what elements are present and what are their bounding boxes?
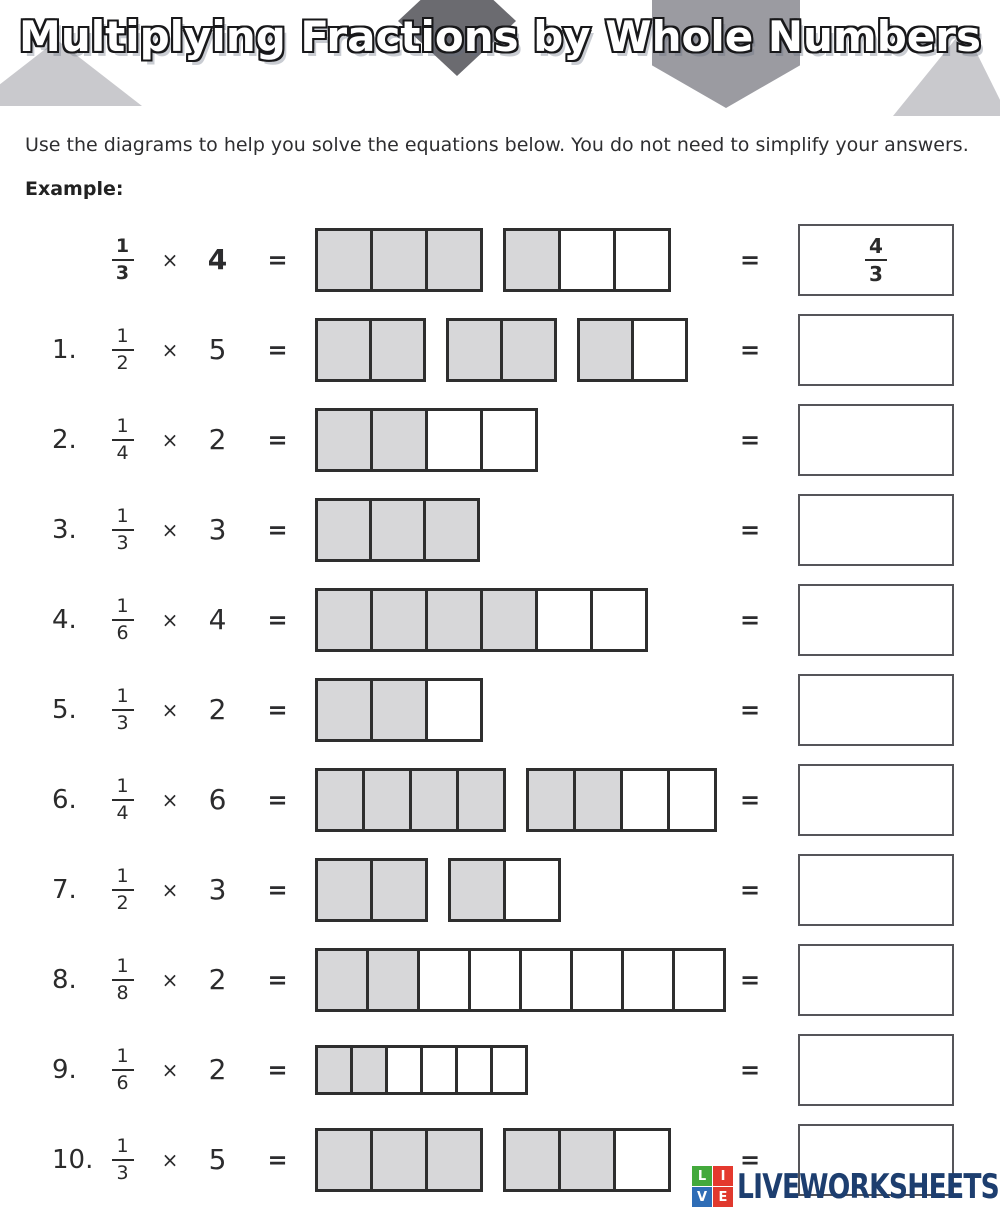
diagram-cell-empty	[593, 591, 645, 649]
equals-sign: =	[267, 875, 288, 904]
fraction-denominator: 6	[116, 621, 129, 644]
diagram-cell-empty	[616, 1131, 668, 1189]
problem-row-5	[0, 665, 1000, 755]
equals-sign: =	[267, 965, 288, 994]
fraction-bar	[112, 799, 134, 801]
fraction-bar-model	[315, 768, 506, 832]
fraction	[100, 774, 145, 824]
answer-box[interactable]	[798, 1034, 954, 1106]
fraction-bar-model	[503, 228, 671, 292]
fraction-bar-model	[315, 1045, 528, 1095]
diagram-cell-shaded	[318, 681, 373, 739]
example-row	[0, 215, 1000, 305]
diagram-cell-shaded	[576, 771, 623, 829]
diagram-cell-shaded	[373, 591, 428, 649]
times-sign: ×	[161, 247, 179, 272]
equals-sign: =	[739, 605, 761, 634]
diagram-cell-shaded	[483, 591, 538, 649]
fraction-bar-model	[315, 948, 726, 1012]
fraction-denominator: 2	[116, 351, 129, 374]
equals-sign: =	[267, 605, 288, 634]
diagram-cell-shaded	[373, 681, 428, 739]
problem-number: 5.	[52, 694, 77, 725]
answer-column	[770, 314, 1000, 386]
problem-number: 6.	[52, 784, 77, 815]
fraction-numerator: 1	[116, 864, 129, 887]
fraction	[100, 414, 145, 464]
fraction-diagram	[315, 408, 730, 472]
fraction-bar	[112, 1069, 134, 1071]
fraction	[100, 504, 145, 554]
diagram-cell-shaded	[318, 1131, 373, 1189]
answer-column	[770, 674, 1000, 746]
problem-number: 9.	[52, 1054, 77, 1085]
fraction-numerator: 1	[116, 1134, 129, 1157]
problem-row-3	[0, 485, 1000, 575]
fraction-denominator: 6	[116, 1071, 129, 1094]
diagram-cell-empty	[428, 681, 480, 739]
fraction	[100, 954, 145, 1004]
example-label: Example:	[25, 177, 124, 200]
answer-fraction	[865, 233, 887, 286]
worksheet-title: Multiplying Fractions by Whole Numbers	[19, 12, 981, 61]
diagram-cell-empty	[522, 951, 573, 1009]
problem-row-6	[0, 755, 1000, 845]
liveworksheets-logo[interactable]	[692, 1166, 1000, 1207]
fraction-bar-model	[315, 1128, 483, 1192]
diagram-cell-shaded	[372, 501, 426, 559]
diagram-cell-empty	[458, 1048, 493, 1092]
answer-box[interactable]	[798, 854, 954, 926]
fraction-denominator: 4	[116, 441, 129, 464]
equals-sign: =	[267, 245, 288, 274]
diagram-cell-shaded	[318, 321, 372, 379]
fraction-bar	[112, 529, 134, 531]
diagram-cell-shaded	[580, 321, 634, 379]
answer-fraction-numerator: 4	[869, 233, 883, 258]
diagram-cell-shaded	[318, 411, 373, 469]
diagram-cell-shaded	[529, 771, 576, 829]
fraction-bar-model	[315, 228, 483, 292]
equals-sign: =	[739, 965, 761, 994]
answer-fraction-denominator: 3	[869, 261, 883, 286]
diagram-cell-shaded	[318, 1048, 353, 1092]
times-sign: ×	[161, 517, 179, 542]
equals-sign: =	[739, 1055, 761, 1084]
answer-box[interactable]	[798, 494, 954, 566]
diagram-cell-shaded	[373, 1131, 428, 1189]
equals-sign: =	[267, 1055, 288, 1084]
diagram-cell-empty	[670, 771, 714, 829]
fraction-numerator: 1	[116, 414, 129, 437]
fraction-bar-model	[315, 678, 483, 742]
fraction-diagram	[315, 498, 730, 562]
multiplier: 2	[208, 693, 227, 727]
fraction-denominator: 2	[116, 891, 129, 914]
diagram-cell-shaded	[318, 771, 365, 829]
diagram-cell-empty	[423, 1048, 458, 1092]
fraction-bar-model	[315, 858, 428, 922]
diagram-cell-shaded	[428, 1131, 480, 1189]
equals-sign: =	[739, 335, 761, 364]
diagram-cell-empty	[616, 231, 668, 289]
equals-sign: =	[739, 1145, 761, 1174]
fraction-numerator: 1	[116, 684, 129, 707]
fraction-bar-model	[315, 408, 538, 472]
problem-row-8	[0, 935, 1000, 1025]
logo-square-v: V	[692, 1187, 712, 1207]
problem-number: 1.	[52, 334, 77, 365]
fraction-diagram	[315, 768, 730, 832]
answer-box[interactable]	[798, 944, 954, 1016]
title-banner	[0, 0, 1000, 118]
equals-sign: =	[267, 695, 288, 724]
fraction-bar	[112, 439, 134, 441]
answer-box[interactable]	[798, 314, 954, 386]
fraction-bar	[112, 709, 134, 711]
fraction-bar	[112, 1159, 134, 1161]
equals-sign: =	[739, 425, 761, 454]
diagram-cell-shaded	[372, 321, 423, 379]
fraction	[100, 1044, 145, 1094]
fraction-numerator: 1	[115, 234, 130, 257]
liveworksheets-logo-icon	[692, 1166, 733, 1207]
multiplier: 6	[208, 783, 227, 817]
fraction-bar	[112, 349, 134, 351]
diagram-cell-shaded	[373, 861, 425, 919]
diagram-cell-shaded	[428, 231, 480, 289]
diagram-cell-empty	[561, 231, 616, 289]
instructions-text: Use the diagrams to help you solve the equations below. You do not need to simplify your answers.	[25, 134, 969, 156]
diagram-cell-shaded	[449, 321, 503, 379]
answer-box[interactable]	[798, 764, 954, 836]
diagram-cell-shaded	[318, 501, 372, 559]
diagram-cell-empty	[483, 411, 535, 469]
diagram-cell-shaded	[318, 861, 373, 919]
diagram-cell-empty	[623, 771, 670, 829]
multiplier: 4	[207, 243, 228, 277]
times-sign: ×	[161, 697, 179, 722]
answer-column	[770, 494, 1000, 566]
fraction-bar-model	[315, 588, 648, 652]
fraction-denominator: 4	[116, 801, 129, 824]
fraction-diagram	[315, 678, 730, 742]
diagram-cell-empty	[493, 1048, 525, 1092]
fraction-diagram	[315, 1045, 730, 1095]
fraction	[100, 684, 145, 734]
equals-sign: =	[267, 515, 288, 544]
times-sign: ×	[161, 427, 179, 452]
fraction-bar	[112, 889, 134, 891]
multiplier: 2	[208, 963, 227, 997]
fraction-numerator: 1	[116, 594, 129, 617]
multiplier: 2	[208, 423, 227, 457]
fraction-diagram	[315, 588, 730, 652]
times-sign: ×	[161, 877, 179, 902]
diagram-cell-empty	[471, 951, 522, 1009]
diagram-cell-shaded	[353, 1048, 388, 1092]
answer-column	[770, 1034, 1000, 1106]
multiplier: 5	[208, 1143, 227, 1177]
fraction-numerator: 1	[116, 1044, 129, 1067]
diagram-cell-empty	[428, 411, 483, 469]
fraction-numerator: 1	[116, 504, 129, 527]
answer-box[interactable]	[798, 224, 954, 296]
multiplier: 5	[208, 333, 227, 367]
problem-row-9	[0, 1025, 1000, 1115]
diagram-cell-shaded	[412, 771, 459, 829]
fraction-numerator: 1	[116, 774, 129, 797]
fraction-bar-model	[503, 1128, 671, 1192]
diagram-cell-shaded	[373, 411, 428, 469]
fraction-diagram	[315, 948, 730, 1012]
equals-sign: =	[739, 785, 761, 814]
fraction	[100, 1134, 145, 1184]
diagram-cell-shaded	[426, 501, 477, 559]
answer-column	[770, 854, 1000, 926]
diagram-cell-empty	[624, 951, 675, 1009]
diagram-cell-shaded	[318, 951, 369, 1009]
problem-number: 10.	[52, 1144, 94, 1175]
times-sign: ×	[161, 787, 179, 812]
fraction	[100, 594, 145, 644]
answer-box[interactable]	[798, 584, 954, 656]
times-sign: ×	[161, 337, 179, 362]
answer-column	[770, 944, 1000, 1016]
diagram-cell-shaded	[428, 591, 483, 649]
answer-column	[770, 764, 1000, 836]
answer-box[interactable]	[798, 404, 954, 476]
fraction-denominator: 3	[116, 1161, 129, 1184]
diagram-cell-empty	[675, 951, 723, 1009]
problem-number: 4.	[52, 604, 77, 635]
fraction-denominator: 3	[116, 711, 129, 734]
fraction	[100, 864, 145, 914]
fraction-bar-model	[526, 768, 717, 832]
diagram-cell-shaded	[506, 231, 561, 289]
equals-sign: =	[267, 425, 288, 454]
fraction	[100, 234, 145, 284]
fraction-bar	[112, 259, 134, 261]
diagram-cell-empty	[538, 591, 593, 649]
fraction-denominator: 8	[116, 981, 129, 1004]
diagram-cell-empty	[420, 951, 471, 1009]
fraction-diagram	[315, 858, 730, 922]
diagram-cell-empty	[388, 1048, 423, 1092]
times-sign: ×	[161, 1147, 179, 1172]
diagram-cell-shaded	[373, 231, 428, 289]
diagram-cell-empty	[506, 861, 558, 919]
problem-row-2	[0, 395, 1000, 485]
equals-sign: =	[739, 515, 761, 544]
answer-column	[770, 224, 1000, 296]
liveworksheets-wordmark: LIVEWORKSHEETS	[737, 1166, 999, 1207]
answer-column	[770, 404, 1000, 476]
multiplier: 3	[208, 873, 227, 907]
answer-fraction-bar	[865, 259, 887, 261]
fraction-bar	[112, 619, 134, 621]
fraction	[100, 324, 145, 374]
multiplier: 2	[208, 1053, 227, 1087]
fraction-bar-model	[448, 858, 561, 922]
fraction-bar-model	[446, 318, 557, 382]
logo-square-i: I	[713, 1166, 733, 1186]
fraction-diagram	[315, 318, 730, 382]
fraction-denominator: 3	[116, 531, 129, 554]
problems-list	[0, 215, 1000, 1205]
problem-row-7	[0, 845, 1000, 935]
fraction-bar-model	[577, 318, 688, 382]
fraction-numerator: 1	[116, 954, 129, 977]
equals-sign: =	[739, 245, 761, 274]
fraction-bar-model	[315, 318, 426, 382]
equals-sign: =	[739, 695, 761, 724]
diagram-cell-empty	[634, 321, 685, 379]
logo-square-e: E	[713, 1187, 733, 1207]
fraction-numerator: 1	[116, 324, 129, 347]
diagram-cell-shaded	[365, 771, 412, 829]
times-sign: ×	[161, 967, 179, 992]
diagram-cell-shaded	[506, 1131, 561, 1189]
equals-sign: =	[267, 785, 288, 814]
fraction-bar	[112, 979, 134, 981]
problem-number: 7.	[52, 874, 77, 905]
times-sign: ×	[161, 607, 179, 632]
multiplier: 3	[208, 513, 227, 547]
fraction-diagram	[315, 228, 730, 292]
problem-number: 3.	[52, 514, 77, 545]
fraction-bar-model	[315, 498, 480, 562]
diagram-cell-empty	[573, 951, 624, 1009]
problem-number: 2.	[52, 424, 77, 455]
answer-box[interactable]	[798, 674, 954, 746]
equals-sign: =	[739, 875, 761, 904]
equals-sign: =	[267, 335, 288, 364]
diagram-cell-shaded	[459, 771, 503, 829]
problem-row-1	[0, 305, 1000, 395]
problem-number: 8.	[52, 964, 77, 995]
problem-row-4	[0, 575, 1000, 665]
diagram-cell-shaded	[451, 861, 506, 919]
times-sign: ×	[161, 1057, 179, 1082]
diagram-cell-shaded	[369, 951, 420, 1009]
fraction-denominator: 3	[115, 261, 130, 284]
equals-sign: =	[267, 1145, 288, 1174]
logo-square-l: L	[692, 1166, 712, 1186]
diagram-cell-shaded	[503, 321, 554, 379]
answer-column	[770, 584, 1000, 656]
diagram-cell-shaded	[318, 231, 373, 289]
diagram-cell-shaded	[318, 591, 373, 649]
diagram-cell-shaded	[561, 1131, 616, 1189]
multiplier: 4	[208, 603, 227, 637]
fraction-diagram	[315, 1128, 730, 1192]
